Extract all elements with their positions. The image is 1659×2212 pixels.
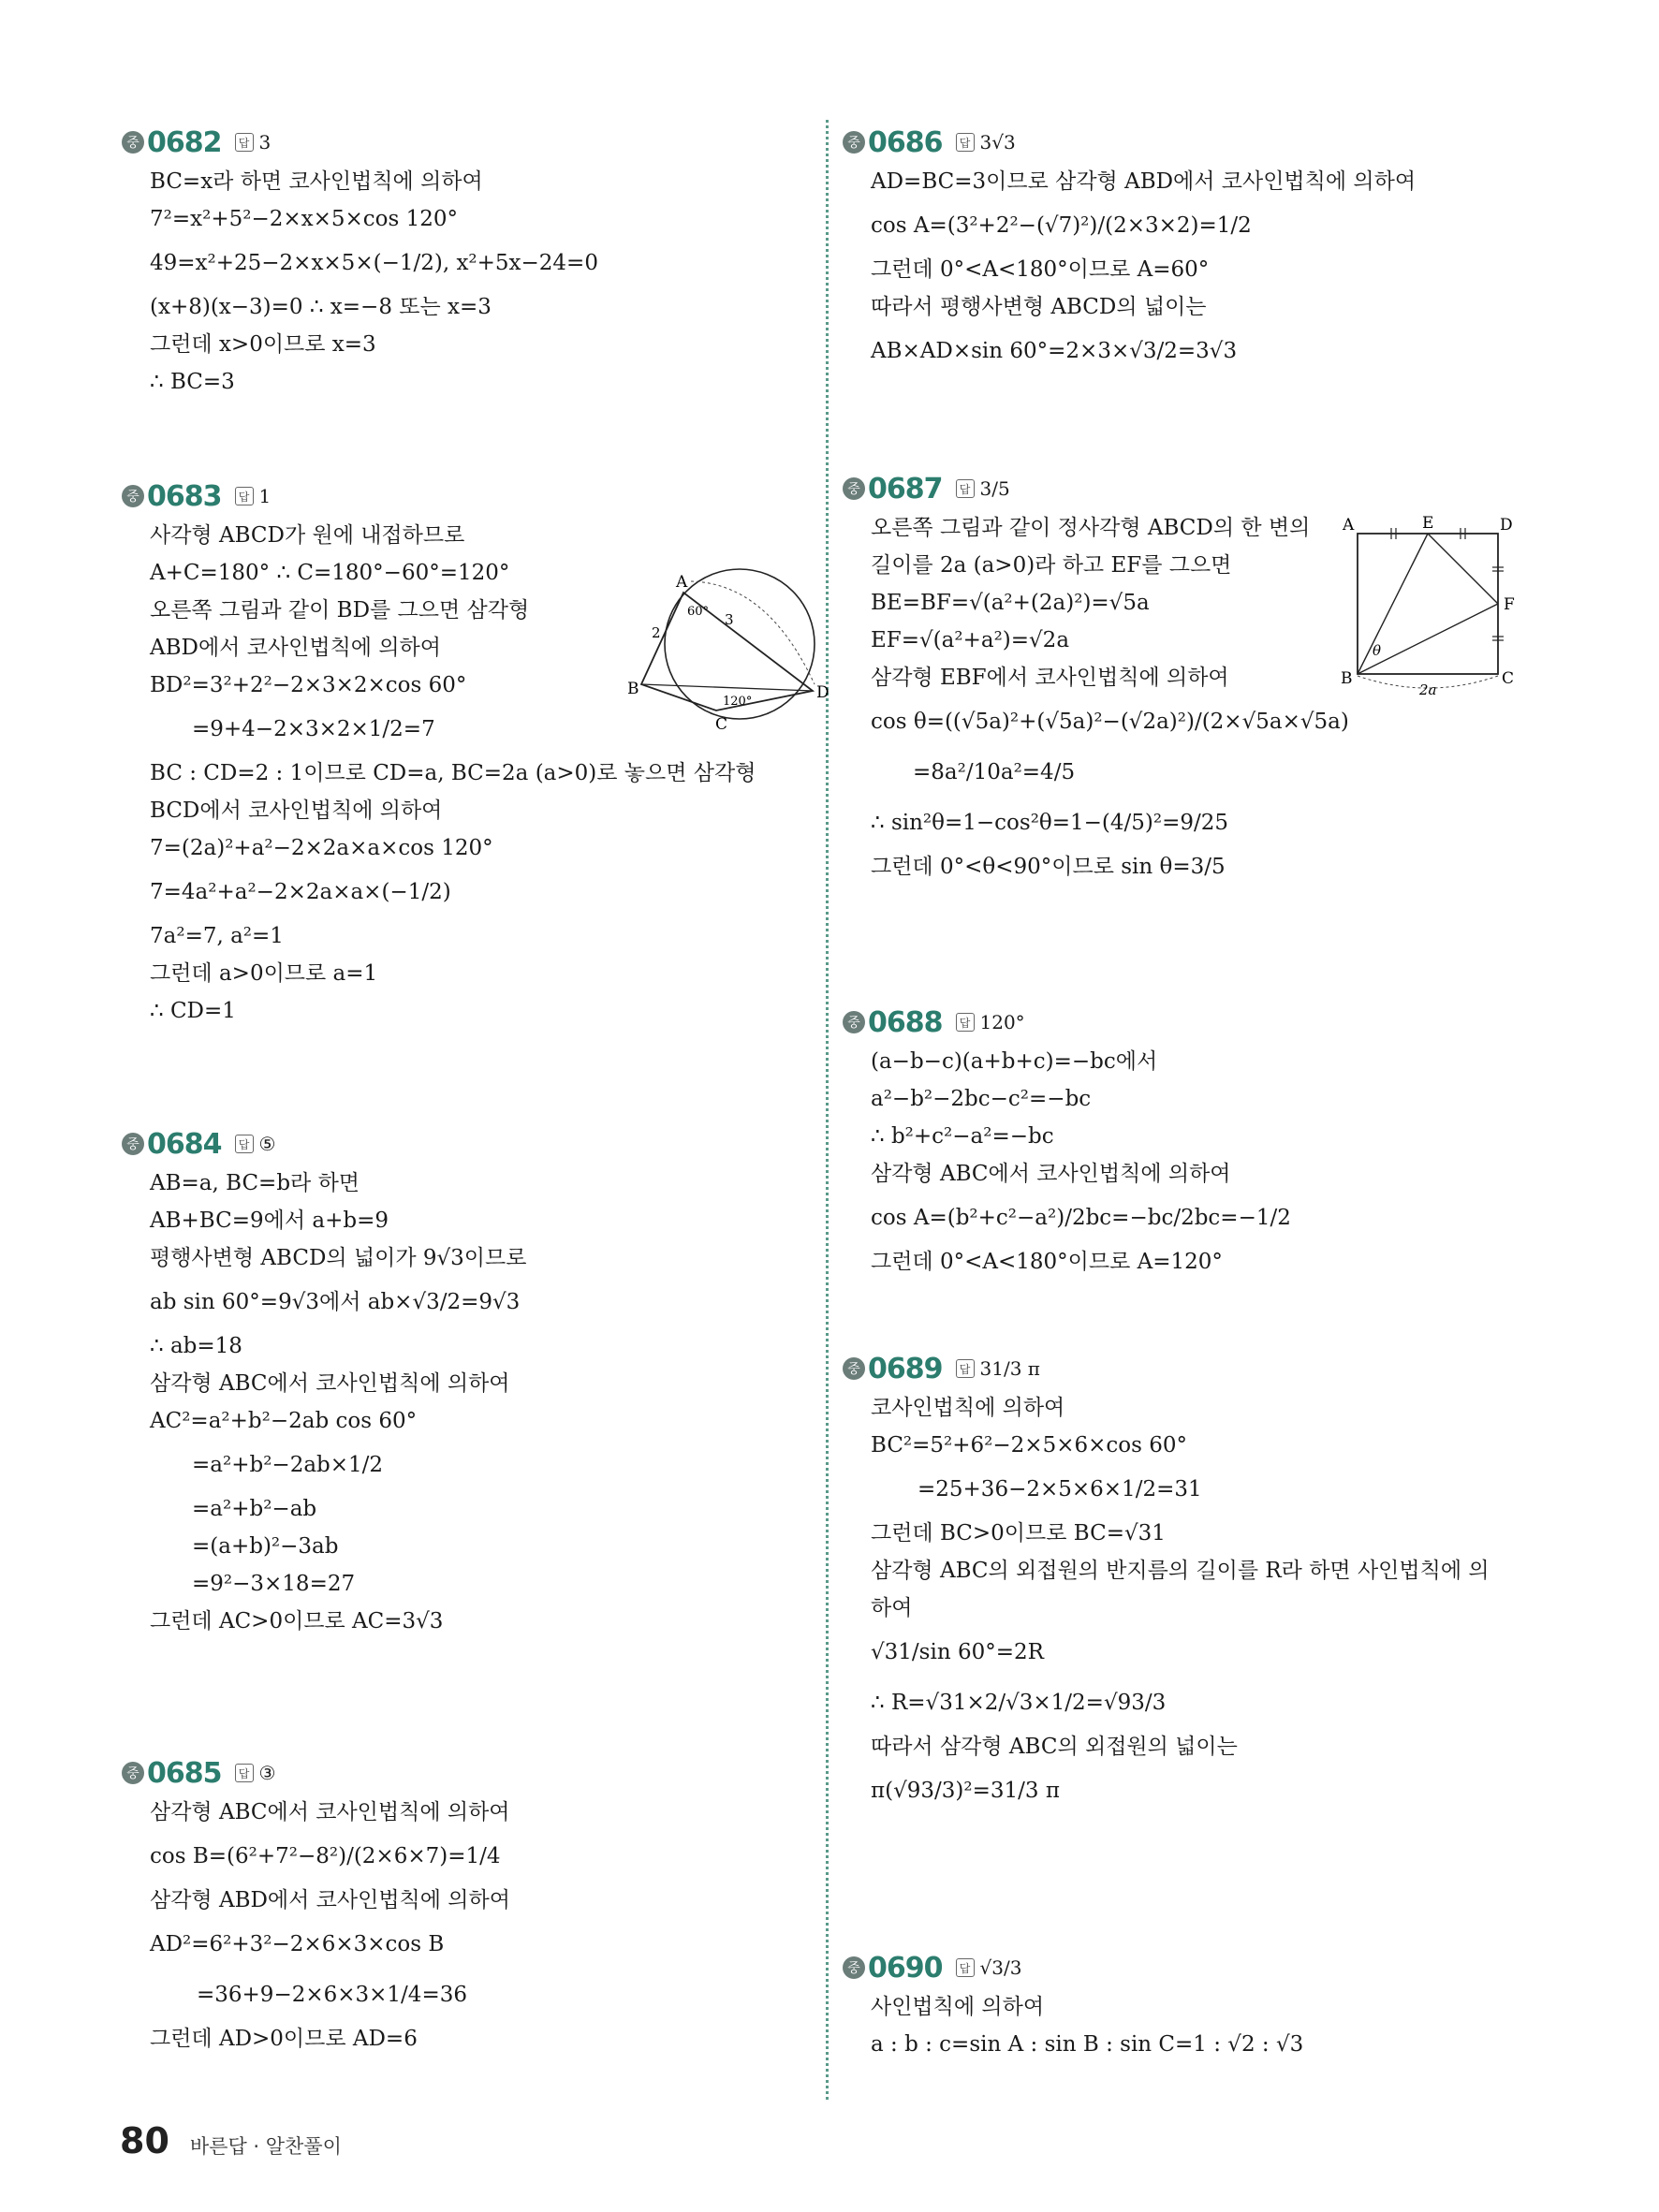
solution-line: 49=x²+25−2×x×5×(−1/2), x²+5x−24=0	[150, 251, 598, 275]
solution-line: 코사인법칙에 의하여	[871, 1396, 1065, 1420]
solution-line: =a²+b²−2ab×1/2	[192, 1453, 384, 1477]
solution-line: cos A=(3²+2²−(√7)²)/(2×3×2)=1/2	[871, 213, 1252, 238]
label-side-2: 2	[652, 624, 661, 641]
page-footer	[120, 2120, 342, 2161]
problem-0687	[843, 468, 1535, 886]
level-badge-icon: 중	[122, 485, 144, 507]
solution-line: cos A=(b²+c²−a²)/2bc=−bc/2bc=−1/2	[871, 1206, 1291, 1230]
solution-line: 평행사변형 ABCD의 넓이가 9√3이므로	[150, 1246, 527, 1270]
solution-line: 삼각형 ABC에서 코사인법칙에 의하여	[871, 1162, 1231, 1186]
answer-value: 3	[258, 131, 272, 154]
solution-line: AD²=6²+3²−2×6×3×cos B	[150, 1932, 445, 1956]
answer-marker-icon: 답	[956, 479, 975, 498]
level-badge-icon: 중	[843, 1011, 865, 1033]
answer-marker-icon: 답	[235, 1135, 254, 1153]
solution-line: 삼각형 ABC에서 코사인법칙에 의하여	[150, 1800, 510, 1824]
label-side-3: 3	[725, 611, 734, 628]
label-2a: 2a	[1419, 681, 1437, 698]
solution-line: BC²=5²+6²−2×5×6×cos 60°	[871, 1433, 1187, 1458]
answer-marker-icon: 답	[956, 1359, 975, 1378]
solution-line: 7=4a²+a²−2×2a×a×(−1/2)	[150, 880, 451, 904]
solution-line: ∴ sin²θ=1−cos²θ=1−(4/5)²=9/25	[871, 811, 1229, 835]
problem-0686	[843, 122, 1535, 376]
solution-line: 그런데 x>0이므로 x=3	[150, 332, 376, 357]
solution-line: 사각형 ABCD가 원에 내접하므로	[150, 523, 465, 548]
solution-line: ∴ b²+c²−a²=−bc	[871, 1124, 1054, 1149]
solution-line: BCD에서 코사인법칙에 의하여	[150, 798, 443, 823]
problem-0685	[122, 1752, 815, 2058]
solution-line: =(a+b)²−3ab	[192, 1534, 339, 1559]
solution-line: =9²−3×18=27	[192, 1572, 356, 1596]
answer-value: 31/3 π	[979, 1357, 1040, 1380]
problem-number: 0682	[147, 125, 222, 159]
page-number: 80	[120, 2120, 169, 2161]
label-b: B	[1341, 669, 1353, 688]
answer-value: √3/3	[979, 1956, 1022, 1979]
solution-line: 그런데 AD>0이므로 AD=6	[150, 2027, 418, 2051]
solution-line: 따라서 평행사변형 ABCD의 넓이는	[871, 295, 1207, 319]
level-badge-icon: 중	[843, 477, 865, 500]
problem-number: 0685	[147, 1756, 222, 1790]
level-badge-icon: 중	[843, 1357, 865, 1380]
solution-line: π(√93/3)²=31/3 π	[871, 1779, 1060, 1803]
label-d: D	[816, 683, 830, 702]
solution-line: 7²=x²+5²−2×x×5×cos 120°	[150, 207, 459, 231]
solution-line: BE=BF=√(a²+(2a)²)=√5a	[871, 591, 1150, 615]
solution-line: 7=(2a)²+a²−2×2a×a×cos 120°	[150, 836, 493, 860]
problem-0690	[843, 1947, 1535, 2063]
label-a: A	[1343, 516, 1355, 535]
problem-header	[843, 1947, 1535, 1988]
problem-0689	[843, 1348, 1535, 1816]
answer-value: 3√3	[979, 131, 1016, 154]
answer-value: 3/5	[979, 477, 1010, 500]
problem-number: 0689	[868, 1352, 943, 1385]
solution-line: 7a²=7, a²=1	[150, 924, 284, 948]
label-a: A	[676, 573, 688, 592]
problem-header	[843, 122, 1535, 163]
problem-header	[843, 468, 1535, 509]
problem-number: 0683	[147, 479, 222, 513]
segment-be	[1358, 534, 1428, 674]
solution-line: 오른쪽 그림과 같이 BD를 그으면 삼각형	[150, 598, 530, 623]
solution-line: 그런데 a>0이므로 a=1	[150, 961, 378, 986]
solution-line: (a−b−c)(a+b+c)=−bc에서	[871, 1049, 1158, 1074]
solution-line: =9+4−2×3×2×1/2=7	[192, 717, 435, 741]
solution-line: =25+36−2×5×6×1/2=31	[918, 1477, 1202, 1502]
quadrilateral-abcd	[641, 593, 813, 710]
square-abcd-figure	[1329, 515, 1526, 702]
solution-line: ∴ R=√31×2/√3×1/2=√93/3	[871, 1691, 1167, 1715]
problem-number: 0684	[147, 1127, 222, 1161]
problem-header	[122, 476, 815, 517]
problem-0682	[122, 122, 815, 401]
answer-marker-icon: 답	[235, 487, 254, 505]
solution-line: a : b : c=sin A : sin B : sin C=1 : √2 : √3	[871, 2032, 1304, 2057]
solution-line: 그런데 BC>0이므로 BC=√31	[871, 1521, 1166, 1545]
problem-header	[843, 1348, 1535, 1389]
solution-line: =a²+b²−ab	[192, 1497, 317, 1521]
level-badge-icon: 중	[843, 131, 865, 154]
answer-marker-icon: 답	[956, 1958, 975, 1977]
label-c: C	[715, 715, 728, 733]
solution-line: ab sin 60°=9√3에서 ab×√3/2=9√3	[150, 1290, 521, 1314]
problem-number: 0690	[868, 1951, 943, 1985]
answer-value: 120°	[979, 1011, 1025, 1033]
solution-line: A+C=180° ∴ C=180°−60°=120°	[150, 561, 510, 585]
solution-line: 그런데 0°<θ<90°이므로 sin θ=3/5	[871, 855, 1226, 879]
solution-line: ABD에서 코사인법칙에 의하여	[150, 636, 441, 660]
label-theta: θ	[1373, 642, 1382, 659]
diagonal-bd	[641, 684, 813, 691]
label-e: E	[1422, 515, 1434, 533]
solution-line: 삼각형 ABC의 외접원의 반지름의 길이를 R라 하면 사인법칙에 의	[871, 1559, 1490, 1583]
answer-value: 1	[258, 485, 272, 507]
solution-line: AC²=a²+b²−2ab cos 60°	[150, 1409, 418, 1433]
solution-line: =36+9−2×6×3×1/4=36	[197, 1983, 467, 2007]
solution-line: BC=x라 하면 코사인법칙에 의하여	[150, 169, 483, 194]
label-d: D	[1500, 516, 1513, 535]
solution-line: 따라서 삼각형 ABC의 외접원의 넓이는	[871, 1735, 1238, 1759]
problem-number: 0686	[868, 125, 943, 159]
problem-number: 0688	[868, 1005, 943, 1039]
problem-header	[122, 1752, 815, 1794]
solution-line: ∴ CD=1	[150, 999, 236, 1023]
solution-line: ∴ ab=18	[150, 1334, 242, 1358]
label-c: C	[1502, 669, 1515, 688]
solution-line: AB+BC=9에서 a+b=9	[150, 1209, 389, 1233]
problem-0688	[843, 1002, 1535, 1281]
segment-ef	[1428, 534, 1498, 604]
cyclic-quadrilateral-figure	[618, 564, 833, 733]
label-angle-120: 120°	[723, 695, 753, 709]
answer-value: ③	[258, 1762, 276, 1784]
arc-mark	[691, 581, 815, 684]
level-badge-icon: 중	[843, 1956, 865, 1979]
answer-marker-icon: 답	[235, 1764, 254, 1782]
segment-bf	[1358, 604, 1498, 674]
footer-title: 바른답 · 알찬풀이	[189, 2135, 342, 2158]
solution-line: 하여	[871, 1596, 913, 1620]
solution-line: 사인법칙에 의하여	[871, 1995, 1045, 2019]
solution-line: (x+8)(x−3)=0 ∴ x=−8 또는 x=3	[150, 295, 492, 319]
solution-line: a²−b²−2bc−c²=−bc	[871, 1087, 1092, 1111]
level-badge-icon: 중	[122, 1762, 144, 1784]
solution-line: 삼각형 ABD에서 코사인법칙에 의하여	[150, 1888, 510, 1912]
problem-number: 0687	[868, 472, 943, 505]
solution-line: cos B=(6²+7²−8²)/(2×6×7)=1/4	[150, 1844, 501, 1868]
problem-header	[843, 1002, 1535, 1043]
level-badge-icon: 중	[122, 1133, 144, 1155]
level-badge-icon: 중	[122, 131, 144, 154]
answer-value: ⑤	[258, 1133, 276, 1155]
label-b: B	[627, 680, 639, 698]
label-angle-60: 60°	[687, 605, 710, 619]
problem-0684	[122, 1123, 815, 1640]
solution-line: AB×AD×sin 60°=2×3×√3/2=3√3	[871, 339, 1238, 363]
solution-line: 그런데 0°<A<180°이므로 A=120°	[871, 1250, 1223, 1274]
answer-marker-icon: 답	[956, 133, 975, 152]
problem-0683	[122, 476, 830, 1030]
solution-line: ∴ BC=3	[150, 370, 235, 394]
answer-marker-icon: 답	[956, 1013, 975, 1032]
solution-line: 오른쪽 그림과 같이 정사각형 ABCD의 한 변의	[871, 516, 1311, 540]
solution-line: √31/sin 60°=2R	[871, 1640, 1044, 1664]
solution-line: BC : CD=2 : 1이므로 CD=a, BC=2a (a>0)로 놓으면 삼각형	[150, 761, 756, 785]
solution-line: EF=√(a²+a²)=√2a	[871, 628, 1070, 652]
solution-line: AB=a, BC=b라 하면	[150, 1171, 360, 1195]
problem-header	[122, 122, 815, 163]
solution-line: 삼각형 EBF에서 코사인법칙에 의하여	[871, 666, 1229, 690]
solution-line: 그런데 AC>0이므로 AC=3√3	[150, 1609, 444, 1633]
problem-header	[122, 1123, 815, 1165]
solution-line: cos θ=((√5a)²+(√5a)²−(√2a)²)/(2×√5a×√5a)	[871, 710, 1349, 734]
solution-line: 그런데 0°<A<180°이므로 A=60°	[871, 257, 1210, 282]
answer-marker-icon: 답	[235, 133, 254, 152]
solution-line: AD=BC=3이므로 삼각형 ABD에서 코사인법칙에 의하여	[871, 169, 1417, 194]
label-f: F	[1504, 595, 1515, 614]
solution-line: =8a²/10a²=4/5	[913, 760, 1076, 784]
solution-line: 길이를 2a (a>0)라 하고 EF를 그으면	[871, 553, 1232, 578]
solution-line: 삼각형 ABC에서 코사인법칙에 의하여	[150, 1371, 510, 1396]
solution-line: BD²=3²+2²−2×3×2×cos 60°	[150, 673, 467, 697]
column-divider	[826, 120, 829, 2100]
